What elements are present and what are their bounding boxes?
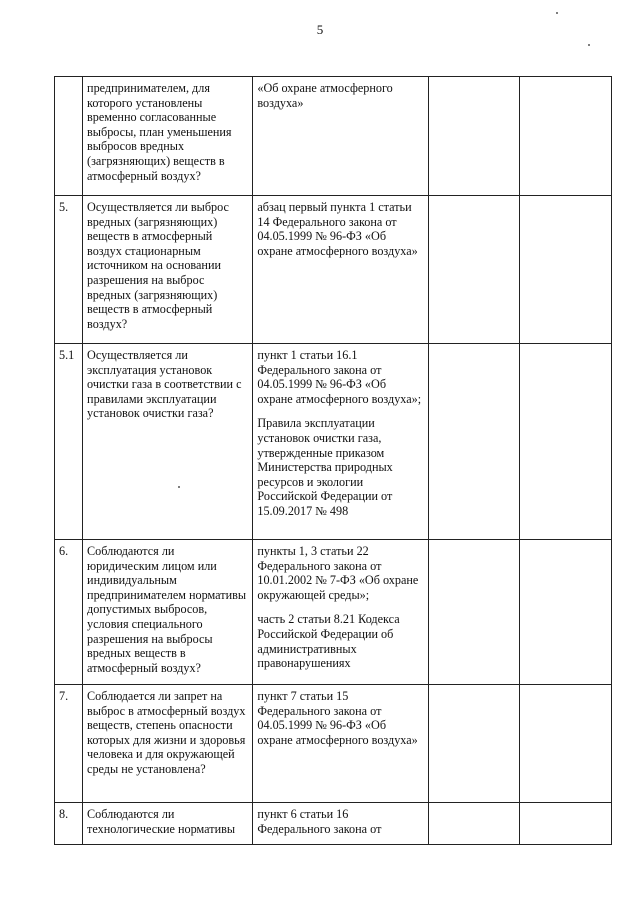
row-number: 6. [55, 540, 83, 685]
question-cell: Соблюдаются ли юридическим лицом или индивидуальным предпринимателем нормативы допустимых выбросов, условия специального разрешения на выбросы вредных веществ в атмосферный воздух? [83, 540, 253, 685]
legal-reference-cell [253, 540, 428, 685]
legal-reference-cell [253, 344, 428, 540]
row-number [55, 77, 83, 196]
page-number: 5 [316, 22, 324, 37]
row-number: 5. [55, 196, 83, 344]
row-number: 5.1 [55, 344, 83, 540]
question-cell: Соблюдается ли запрет на выброс в атмосферный воздух веществ, степень опасности которых для жизни и здоровья человека и для окружающей среды не установлена? [83, 685, 253, 803]
row-number: 7. [55, 685, 83, 803]
question-cell: Осуществляется ли эксплуатация установок очистки газа в соответствии с правилами эксплуатации установок очистки газа? [83, 344, 253, 540]
legal-reference: абзац первый пункта 1 статьи 14 Федерального закона от 04.05.1999 № 96-ФЗ «Об охране атмосферного воздуха» [257, 200, 418, 258]
row-number: 8. [55, 803, 83, 845]
legal-reference: часть 2 статьи 8.21 Кодекса Российской Федерации об административных правонарушениях [257, 612, 400, 671]
legal-reference: «Об охране атмосферного воздуха» [257, 81, 393, 110]
table-row [55, 344, 612, 540]
answer-no-cell [519, 540, 611, 685]
question-cell: Соблюдаются ли технологические нормативы [83, 803, 253, 845]
table-row [55, 685, 612, 803]
answer-no-cell [519, 77, 611, 196]
legal-reference: пункт 7 статьи 15 Федерального закона от 04.05.1999 № 96-ФЗ «Об охране атмосферного воздуха» [257, 689, 418, 747]
legal-reference: пункт 1 статьи 16.1 Федерального закона от 04.05.1999 № 96-ФЗ «Об охране атмосферного воздуха»; [257, 348, 422, 406]
scan-speck [588, 44, 590, 46]
question-cell: Осуществляется ли выброс вредных (загрязняющих) веществ в атмосферный воздух стационарным источником на основании разрешения на выброс вредных (загрязняющих) веществ в атмосферный воздух? [83, 196, 253, 344]
table-row [55, 803, 612, 845]
answer-yes-cell [428, 196, 519, 344]
question-cell: предпринимателем, для которого установлены временно согласованные выбросы, план уменьшения выбросов вредных (загрязняющих) веществ в атмосферный воздух? [83, 77, 253, 196]
legal-reference: Правила эксплуатации установок очистки газа, утвержденные приказом Министерства природных ресурсов и экологии Российской Федерации от 15.09.2017 № 498 [257, 416, 393, 518]
legal-reference: пункт 6 статьи 16 Федерального закона от [257, 807, 382, 836]
scan-speck [556, 12, 558, 14]
answer-yes-cell [428, 685, 519, 803]
legal-reference-cell [253, 685, 428, 803]
table-row [55, 540, 612, 685]
answer-yes-cell [428, 344, 519, 540]
answer-no-cell [519, 196, 611, 344]
table-row [55, 77, 612, 196]
legal-reference-cell [253, 803, 428, 845]
answer-no-cell [519, 344, 611, 540]
answer-yes-cell [428, 77, 519, 196]
checklist-table [54, 76, 612, 845]
answer-no-cell [519, 803, 611, 845]
scan-speck [178, 486, 180, 488]
legal-reference-cell [253, 196, 428, 344]
answer-yes-cell [428, 803, 519, 845]
legal-reference-cell [253, 77, 428, 196]
legal-reference: пункты 1, 3 статьи 22 Федерального закона от 10.01.2002 № 7-ФЗ «Об охране окружающей среды»; [257, 544, 419, 602]
answer-yes-cell [428, 540, 519, 685]
table-row [55, 196, 612, 344]
answer-no-cell [519, 685, 611, 803]
